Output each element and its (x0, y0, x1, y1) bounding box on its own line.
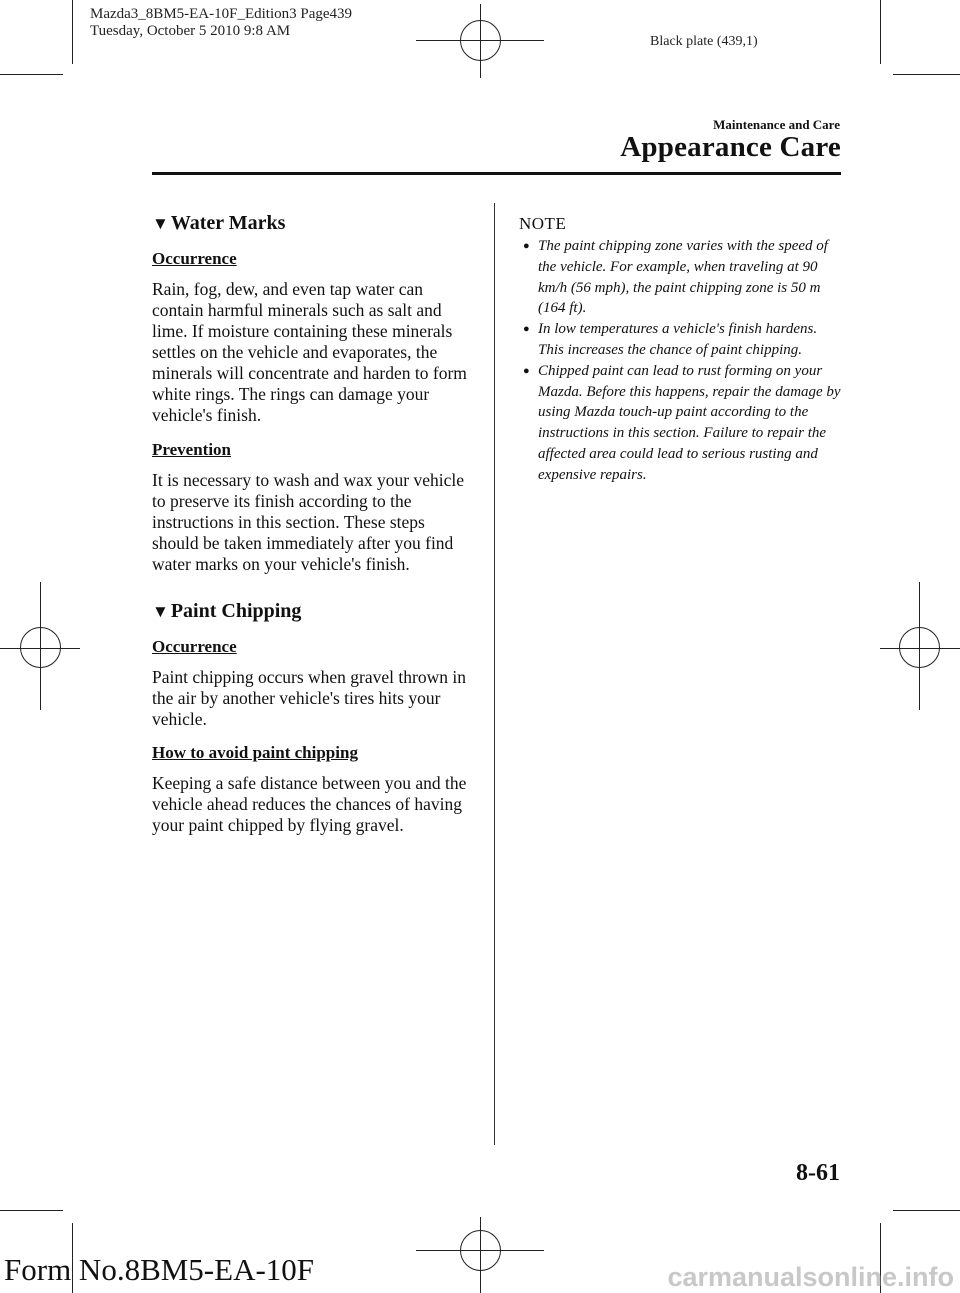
water-occurrence-label: Occurrence (152, 249, 237, 268)
paint-occurrence-text: Paint chipping occurs when gravel thrown in the air by another vehicle's tires hits your vehicle. (152, 667, 466, 729)
water-occurrence-text: Rain, fog, dew, and even tap water can contain harmful minerals such as salt and lime. If moisture containing these minerals settles on the vehicle and evaporates, the minerals will concentrate and harden to form white rings. The rings can damage your vehicle's finish. (152, 279, 467, 425)
note-item: ● Chipped paint can lead to rust forming on your Mazda. Before this happens, repair the damage by using Mazda touch-up paint according to the instructions in this section. Failure to repair the affected area could lead to serious rusting and expensive repairs. (523, 362, 841, 483)
water-prevention-text: It is necessary to wash and wax your vehicle to preserve its finish according to the instructions in this section. These steps should be taken immediately after you find water marks on your vehicle's finish. (152, 470, 464, 574)
paint-avoid-text: Keeping a safe distance between you and the vehicle ahead reduces the chances of having your paint chipped by flying gravel. (152, 773, 467, 835)
note-title: NOTE (519, 214, 567, 233)
triangle-icon: ▼ (152, 602, 169, 621)
paint-occurrence-label: Occurrence (152, 637, 237, 656)
bullet-icon: ● (523, 240, 530, 252)
slug-line-2: Tuesday, October 5 2010 9:8 AM (90, 23, 291, 39)
bullet-icon: ● (523, 323, 530, 336)
watermark: carmanualsonline.info (667, 1262, 954, 1292)
paint-avoid-label: How to avoid paint chipping (152, 743, 358, 762)
page-number: 8-61 (796, 1160, 840, 1186)
black-plate-label: Black plate (439,1) (650, 34, 758, 49)
bullet-icon: ● (523, 364, 530, 377)
water-prevention-label: Prevention (152, 440, 232, 459)
print-slug (90, 6, 352, 40)
section-title: Maintenance and Care (713, 117, 840, 132)
form-number: Form No.8BM5-EA-10F (4, 1252, 315, 1287)
triangle-icon: ▼ (152, 214, 169, 233)
left-column (152, 211, 472, 836)
note-item: ● In low temperatures a vehicle's finish hardens. This increases the chance of paint chipping. (523, 321, 818, 358)
slug-line-1: Mazda3_8BM5-EA-10F_Edition3 Page439 (90, 6, 353, 22)
paint-chipping-heading: ▼ Paint Chipping (152, 600, 302, 622)
note-list (519, 236, 844, 486)
note-item: ● The paint chipping zone varies with the speed of the vehicle. For example, when traveling at 90 km/h (56 mph), the paint chipping zone is 50 m (164 ft). (523, 238, 828, 317)
chapter-title: Appearance Care (620, 131, 841, 163)
header-rule (152, 172, 841, 175)
right-column (519, 213, 844, 486)
column-divider (494, 203, 495, 1145)
water-marks-heading: ▼ Water Marks (152, 212, 286, 234)
